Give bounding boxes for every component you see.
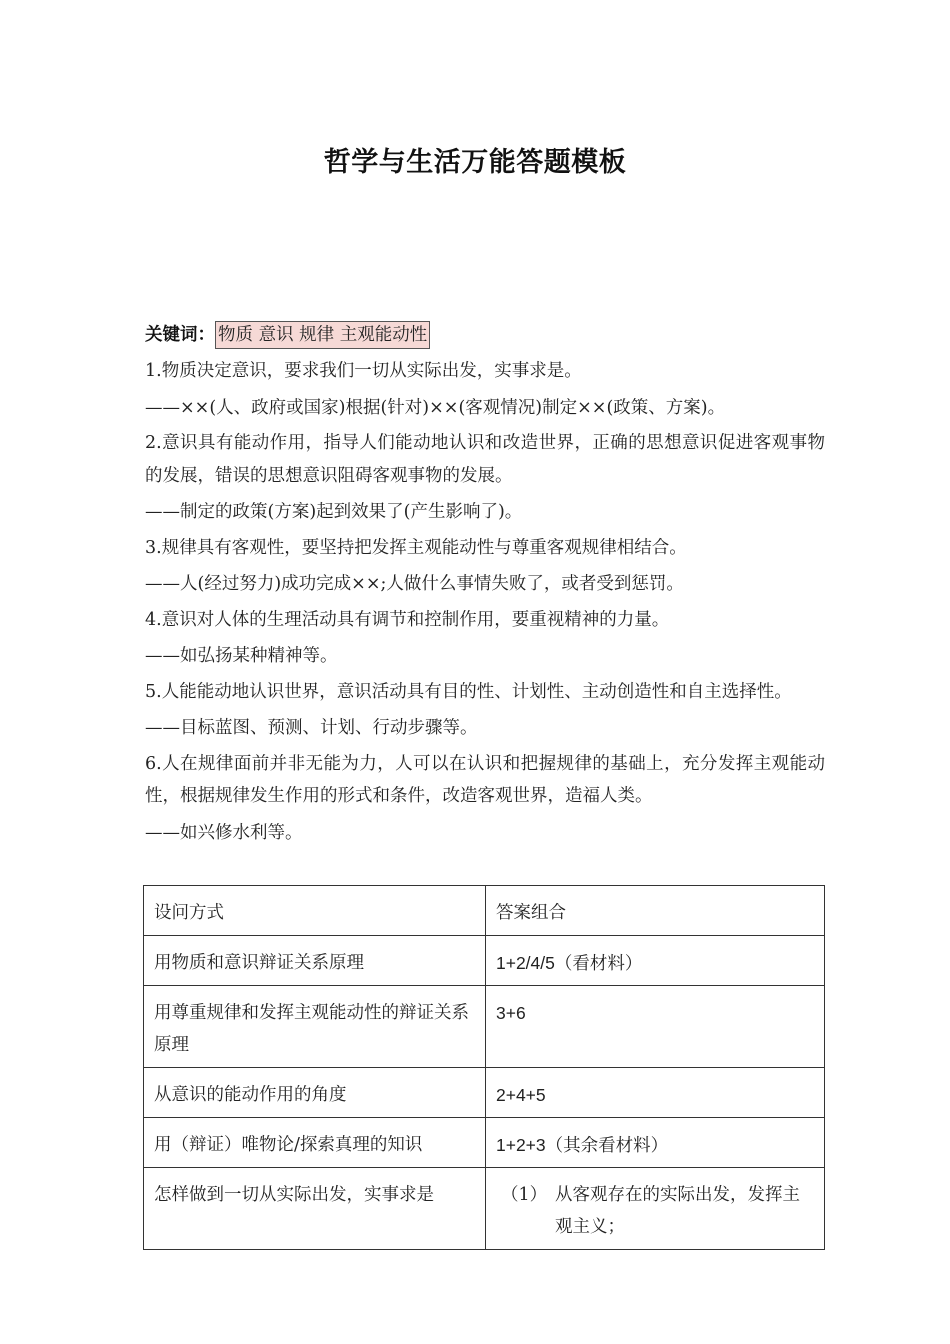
table-row <box>144 1068 825 1118</box>
example-4: ——如弘扬某种精神等。 <box>145 646 338 666</box>
table-cell-answer <box>486 1168 825 1250</box>
example-1: ——××(人、政府或国家)根据(针对)××(客观情况)制定××(政策、方案)。 <box>145 397 726 418</box>
answer-step <box>496 1179 814 1243</box>
header-answer-combo: 答案组合 <box>486 886 825 936</box>
answer-template-table <box>143 885 825 1250</box>
table-cell-question: 怎样做到一切从实际出发，实事求是 <box>144 1168 486 1250</box>
table-header-row <box>144 886 825 936</box>
keywords-label: 关键词： <box>145 324 215 345</box>
table-cell-question: 用尊重规律和发挥主观能动性的辩证关系原理 <box>144 986 486 1068</box>
principle-5: 5.人能能动地认识世界，意识活动具有目的性、计划性、主动创造性和自主选择性。 <box>145 681 792 702</box>
keywords-line <box>145 318 825 352</box>
page-title: 哲学与生活万能答题模板 <box>323 147 627 178</box>
table-row <box>144 1118 825 1168</box>
table-row <box>144 936 825 986</box>
principle-3: 3.规律具有客观性，要坚持把发挥主观能动性与尊重客观规律相结合。 <box>145 537 687 558</box>
example-5: ——目标蓝图、预测、计划、行动步骤等。 <box>145 718 478 738</box>
table-cell-question: 从意识的能动作用的角度 <box>144 1068 486 1118</box>
header-question-style: 设问方式 <box>144 886 486 936</box>
example-2: ——制定的政策(方案)起到效果了(产生影响了)。 <box>145 502 523 522</box>
table-cell-answer: 1+2+3（其余看材料） <box>486 1118 825 1168</box>
principle-2: 2.意识具有能动作用，指导人们能动地认识和改造世界，正确的思想意识促进客观事物的发展，错误的思想意识阻碍客观事物的发展。 <box>145 433 825 486</box>
document-body <box>145 318 825 852</box>
principle-4: 4.意识对人体的生理活动具有调节和控制作用，要重视精神的力量。 <box>145 609 670 630</box>
example-3: ——人(经过努力)成功完成××;人做什么事情失败了，或者受到惩罚。 <box>145 574 684 594</box>
example-6: ——如兴修水利等。 <box>145 822 303 843</box>
table-cell-question: 用（辩证）唯物论/探索真理的知识 <box>144 1118 486 1168</box>
table-cell-answer: 2+4+5 <box>486 1068 825 1118</box>
table-row <box>144 986 825 1068</box>
table-cell-answer: 3+6 <box>486 986 825 1068</box>
table-row <box>144 1168 825 1250</box>
principle-6: 6.人在规律面前并非无能为力，人可以在认识和把握规律的基础上，充分发挥主观能动性，根据规律发生作用的形式和条件，改造客观世界，造福人类。 <box>145 753 825 806</box>
step-number: （1） <box>501 1185 548 1205</box>
table-cell-answer: 1+2/4/5（看材料） <box>486 936 825 986</box>
principle-1: 1.物质决定意识，要求我们一切从实际出发，实事求是。 <box>145 361 582 381</box>
keywords-highlight: 物质 意识 规律 主观能动性 <box>215 321 430 349</box>
step-text: 从客观存在的实际出发，发挥主观主义； <box>555 1185 800 1237</box>
table-cell-question: 用物质和意识辩证关系原理 <box>144 936 486 986</box>
